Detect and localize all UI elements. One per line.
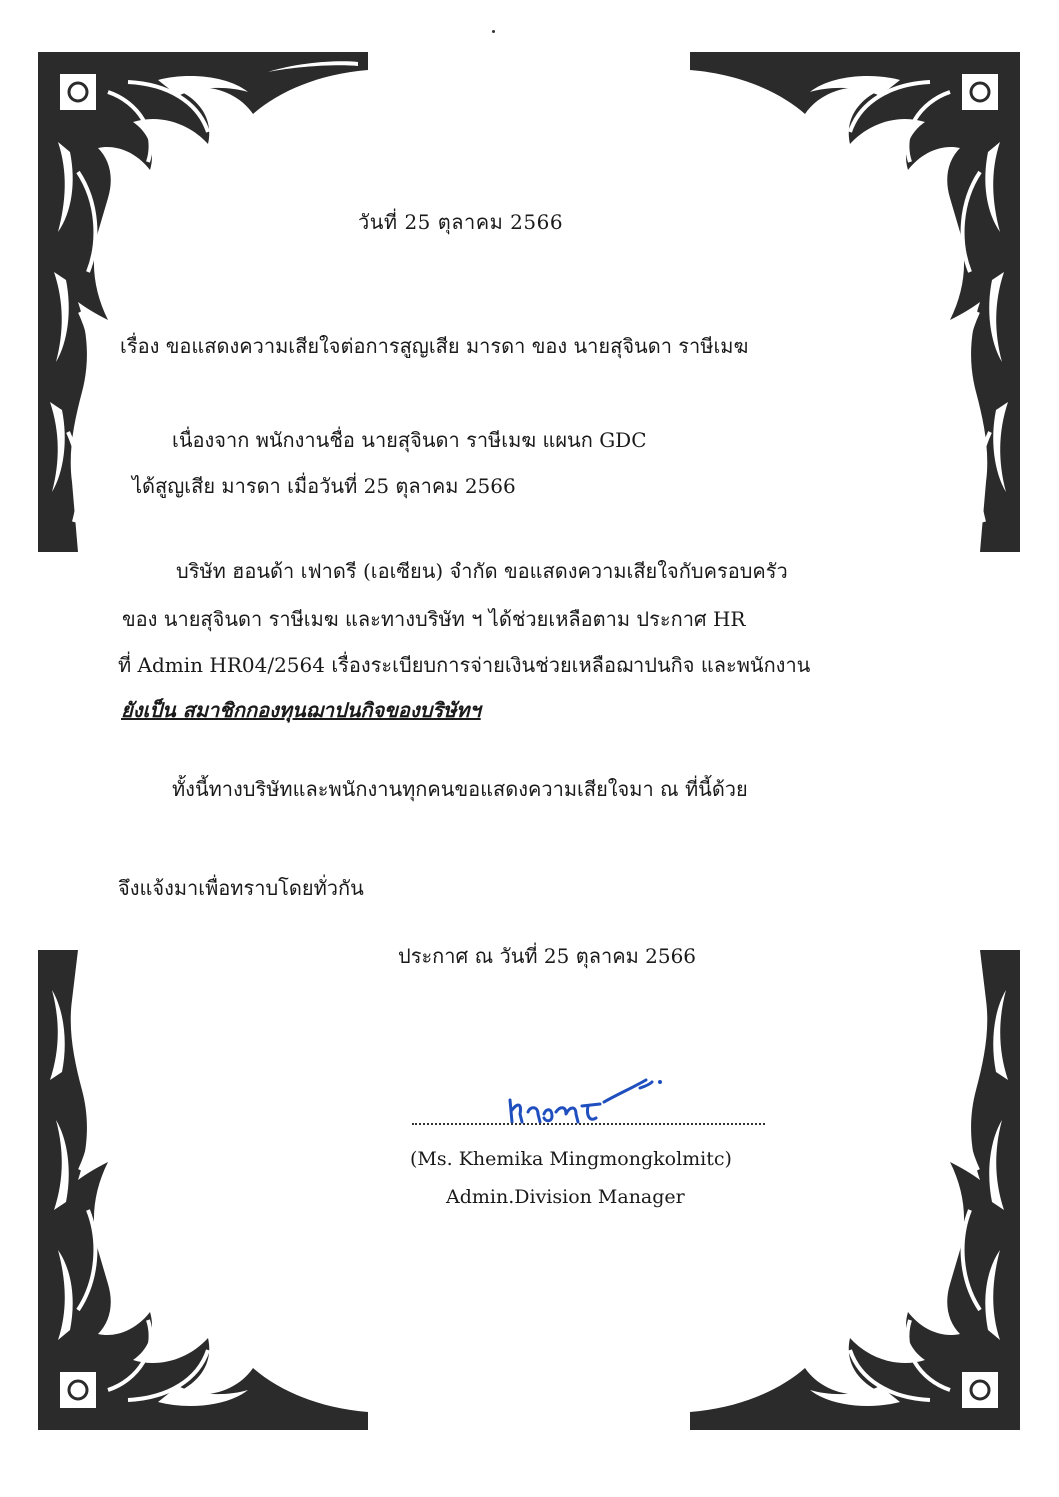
paragraph2-line2: ของ นายสุจินดา ราษีเมฆ และทางบริษัท ฯ ได้ช่วยเหลือตาม ประกาศ HR	[122, 607, 746, 631]
paragraph2-emphasis: ยังเป็น สมาชิกกองทุนฌาปนกิจของบริษัทฯ	[121, 698, 481, 722]
bottom-left-ornament-corner	[38, 950, 368, 1430]
paragraph1-line2: ได้สูญเสีย มารดา เมื่อวันที่ 25 ตุลาคม 2566	[132, 474, 516, 498]
closing-line: จึงแจ้งมาเพื่อทราบโดยทั่วกัน	[118, 876, 364, 900]
signature-dotted-line	[412, 1123, 765, 1125]
top-right-ornament-corner	[690, 52, 1020, 552]
announcement-date: ประกาศ ณ วันที่ 25 ตุลาคม 2566	[398, 944, 697, 968]
document-date: วันที่ 25 ตุลาคม 2566	[358, 210, 564, 234]
paragraph2-line1: บริษัท ฮอนด้า เฟาดรี (เอเซียน) จำกัด ขอแสดงความเสียใจกับครอบครัว	[176, 559, 788, 583]
document-subject: เรื่อง ขอแสดงความเสียใจต่อการสูญเสีย มารดา ของ นายสุจินดา ราษีเมฆ	[120, 334, 749, 358]
paragraph1-line1: เนื่องจาก พนักงานชื่อ นายสุจินดา ราษีเมฆ แผนก GDC	[172, 428, 647, 452]
paragraph3: ทั้งนี้ทางบริษัทและพนักงานทุกคนขอแสดงความเสียใจมา ณ ที่นี้ด้วย	[172, 777, 748, 801]
bottom-right-ornament-corner	[690, 950, 1020, 1430]
paragraph2-line3: ที่ Admin HR04/2564 เรื่องระเบียบการจ่ายเงินช่วยเหลือฌาปนกิจ และพนักงาน	[118, 653, 811, 677]
signatory-name: (Ms. Khemika Mingmongkolmitc)	[410, 1148, 732, 1170]
signatory-title: Admin.Division Manager	[446, 1186, 685, 1208]
scan-speck	[492, 30, 495, 33]
